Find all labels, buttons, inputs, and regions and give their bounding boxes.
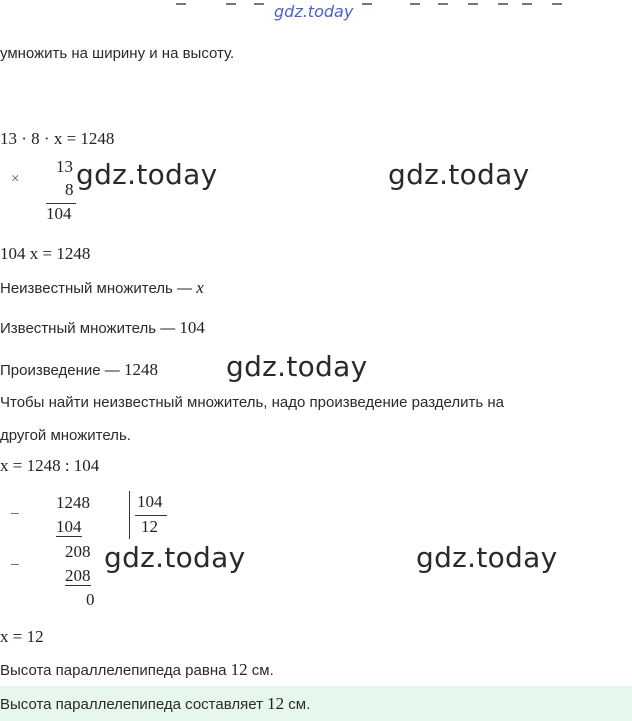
division-dividend: 1248 bbox=[56, 493, 90, 512]
intro-text: умножить на ширину и на высоту. bbox=[0, 45, 235, 62]
division-quotient-line bbox=[135, 515, 167, 516]
product-label: Произведение — bbox=[0, 362, 124, 379]
division-rem-2: 0 bbox=[86, 590, 95, 609]
mult-factor-a: 13 bbox=[56, 157, 73, 176]
equation-1: 13 · 8 · x = 1248 bbox=[0, 129, 115, 148]
rule-line-2: другой множитель. bbox=[0, 427, 131, 444]
unknown-factor-value: x bbox=[196, 278, 204, 297]
answer-value: 12 bbox=[267, 694, 285, 713]
answer-line bbox=[0, 694, 310, 714]
watermark: gdz.today bbox=[416, 541, 558, 574]
known-factor-label: Известный множитель — bbox=[0, 320, 180, 337]
height-unit: см. bbox=[247, 662, 274, 679]
division-sub-2: 208 bbox=[65, 566, 91, 585]
watermark: gdz.today bbox=[76, 158, 218, 191]
answer-box bbox=[0, 686, 632, 721]
mult-result: 104 bbox=[46, 204, 72, 223]
known-factor bbox=[0, 318, 205, 338]
division-quotient: 12 bbox=[141, 517, 158, 536]
height-value: 12 bbox=[230, 660, 248, 679]
watermark: gdz.today bbox=[226, 350, 368, 383]
multiply-sign: × bbox=[11, 171, 20, 187]
answer-text: Высота параллелепипеда составляет bbox=[0, 696, 268, 713]
division-sub-1: 104 bbox=[56, 517, 82, 536]
product-value: 1248 bbox=[123, 360, 158, 379]
height-line bbox=[0, 660, 274, 680]
mult-factor-b: 8 bbox=[65, 180, 74, 199]
division-rem-1: 208 bbox=[65, 542, 91, 561]
watermark: gdz.today bbox=[104, 541, 246, 574]
division-bracket bbox=[129, 491, 130, 539]
unknown-factor-label: Неизвестный множитель — bbox=[0, 280, 197, 297]
division-divisor: 104 bbox=[137, 492, 163, 511]
answer-unit: см. bbox=[284, 696, 311, 713]
division-minus-1: − bbox=[10, 504, 20, 523]
product bbox=[0, 360, 158, 380]
division-minus-2: − bbox=[10, 555, 20, 574]
unknown-factor bbox=[0, 278, 204, 298]
height-text: Высота параллелепипеда равна bbox=[0, 662, 231, 679]
rule-line-1: Чтобы найти неизвестный множитель, надо произведение разделить на bbox=[0, 394, 504, 411]
equation-2: 104 x = 1248 bbox=[0, 244, 91, 263]
equation-4: x = 12 bbox=[0, 627, 44, 646]
known-factor-value: 104 bbox=[179, 318, 205, 337]
watermark-top: gdz.today bbox=[274, 2, 354, 21]
equation-3: x = 1248 : 104 bbox=[0, 456, 100, 475]
watermark: gdz.today bbox=[388, 158, 530, 191]
